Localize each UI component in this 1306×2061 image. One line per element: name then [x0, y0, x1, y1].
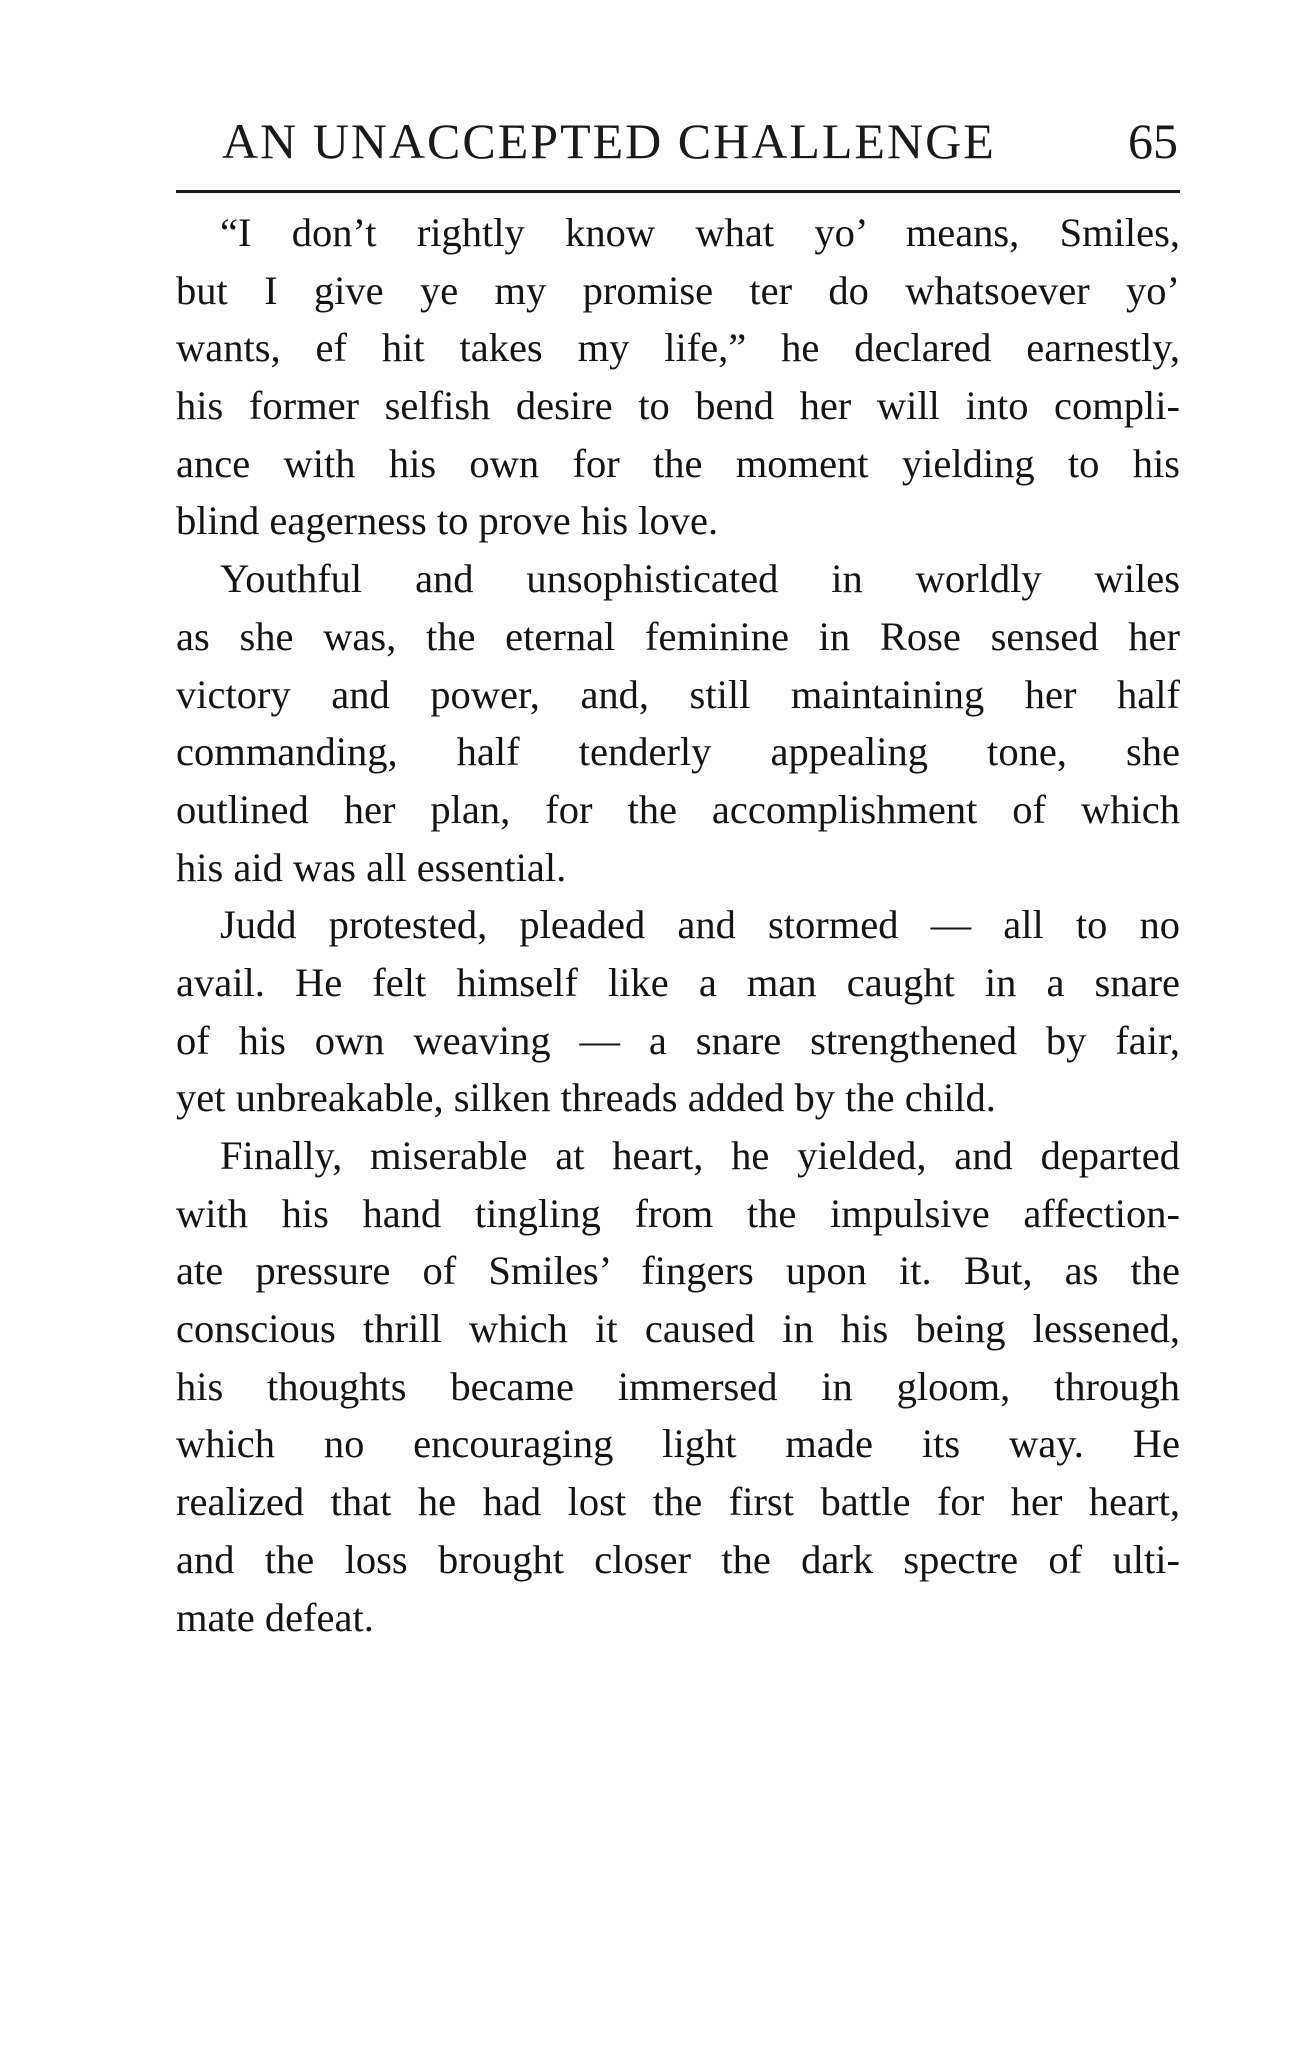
text-line: Finally, miserable at heart, he yielded, and departed — [220, 1133, 1180, 1178]
chapter-title: AN UNACCEPTED CHALLENGE — [222, 113, 996, 169]
text-line: mate defeat. — [176, 1594, 374, 1640]
text-line: ance with his own for the moment yielding to his — [176, 440, 1180, 486]
text-line: Youthful and unsophisticated in worldly wiles — [220, 556, 1180, 602]
text-line: victory and power, and, still maintaining her half — [176, 671, 1180, 717]
body-text — [176, 204, 1180, 1646]
running-head — [222, 112, 1178, 182]
paragraph-3 — [176, 896, 1180, 1127]
text-line: blind eagerness to prove his love. — [176, 498, 719, 544]
paragraph-2 — [176, 550, 1180, 896]
page-number: 65 — [1128, 113, 1178, 169]
text-line: commanding, half tenderly appealing tone, she — [176, 729, 1180, 775]
text-line: ate pressure of Smiles’ fingers upon it. But, as the — [176, 1248, 1180, 1294]
text-line: Judd protested, pleaded and stormed — all to no — [220, 902, 1180, 948]
text-line: with his hand tingling from the impulsive affection- — [176, 1190, 1180, 1236]
text-line: realized that he had lost the first battle for her heart, — [176, 1479, 1180, 1525]
text-line: of his own weaving — a snare strengthened by fair, — [176, 1017, 1180, 1063]
text-line: “I don’t rightly know what yo’ means, Smiles, — [220, 210, 1180, 255]
text-line: conscious thrill which it caused in his being lessened, — [176, 1306, 1180, 1352]
text-line: which no encouraging light made its way. He — [176, 1421, 1180, 1467]
text-line: but I give ye my promise ter do whatsoever yo’ — [176, 267, 1180, 313]
text-line: wants, ef hit takes my life,” he declared earnestly, — [176, 325, 1180, 371]
text-line: his former selfish desire to bend her will into compli- — [176, 383, 1180, 429]
text-line: and the loss brought closer the dark spectre of ulti- — [176, 1536, 1180, 1582]
paragraph-4 — [176, 1127, 1180, 1646]
text-line: outlined her plan, for the accomplishment of which — [176, 786, 1180, 832]
text-line: his thoughts became immersed in gloom, through — [176, 1363, 1180, 1409]
text-line: avail. He felt himself like a man caught in a snare — [176, 959, 1180, 1005]
text-line: his aid was all essential. — [176, 844, 567, 890]
text-line: as she was, the eternal feminine in Rose sensed her — [176, 613, 1180, 659]
text-line: yet unbreakable, silken threads added by the child. — [176, 1075, 996, 1121]
header-rule — [176, 190, 1180, 193]
paragraph-1 — [176, 204, 1180, 550]
